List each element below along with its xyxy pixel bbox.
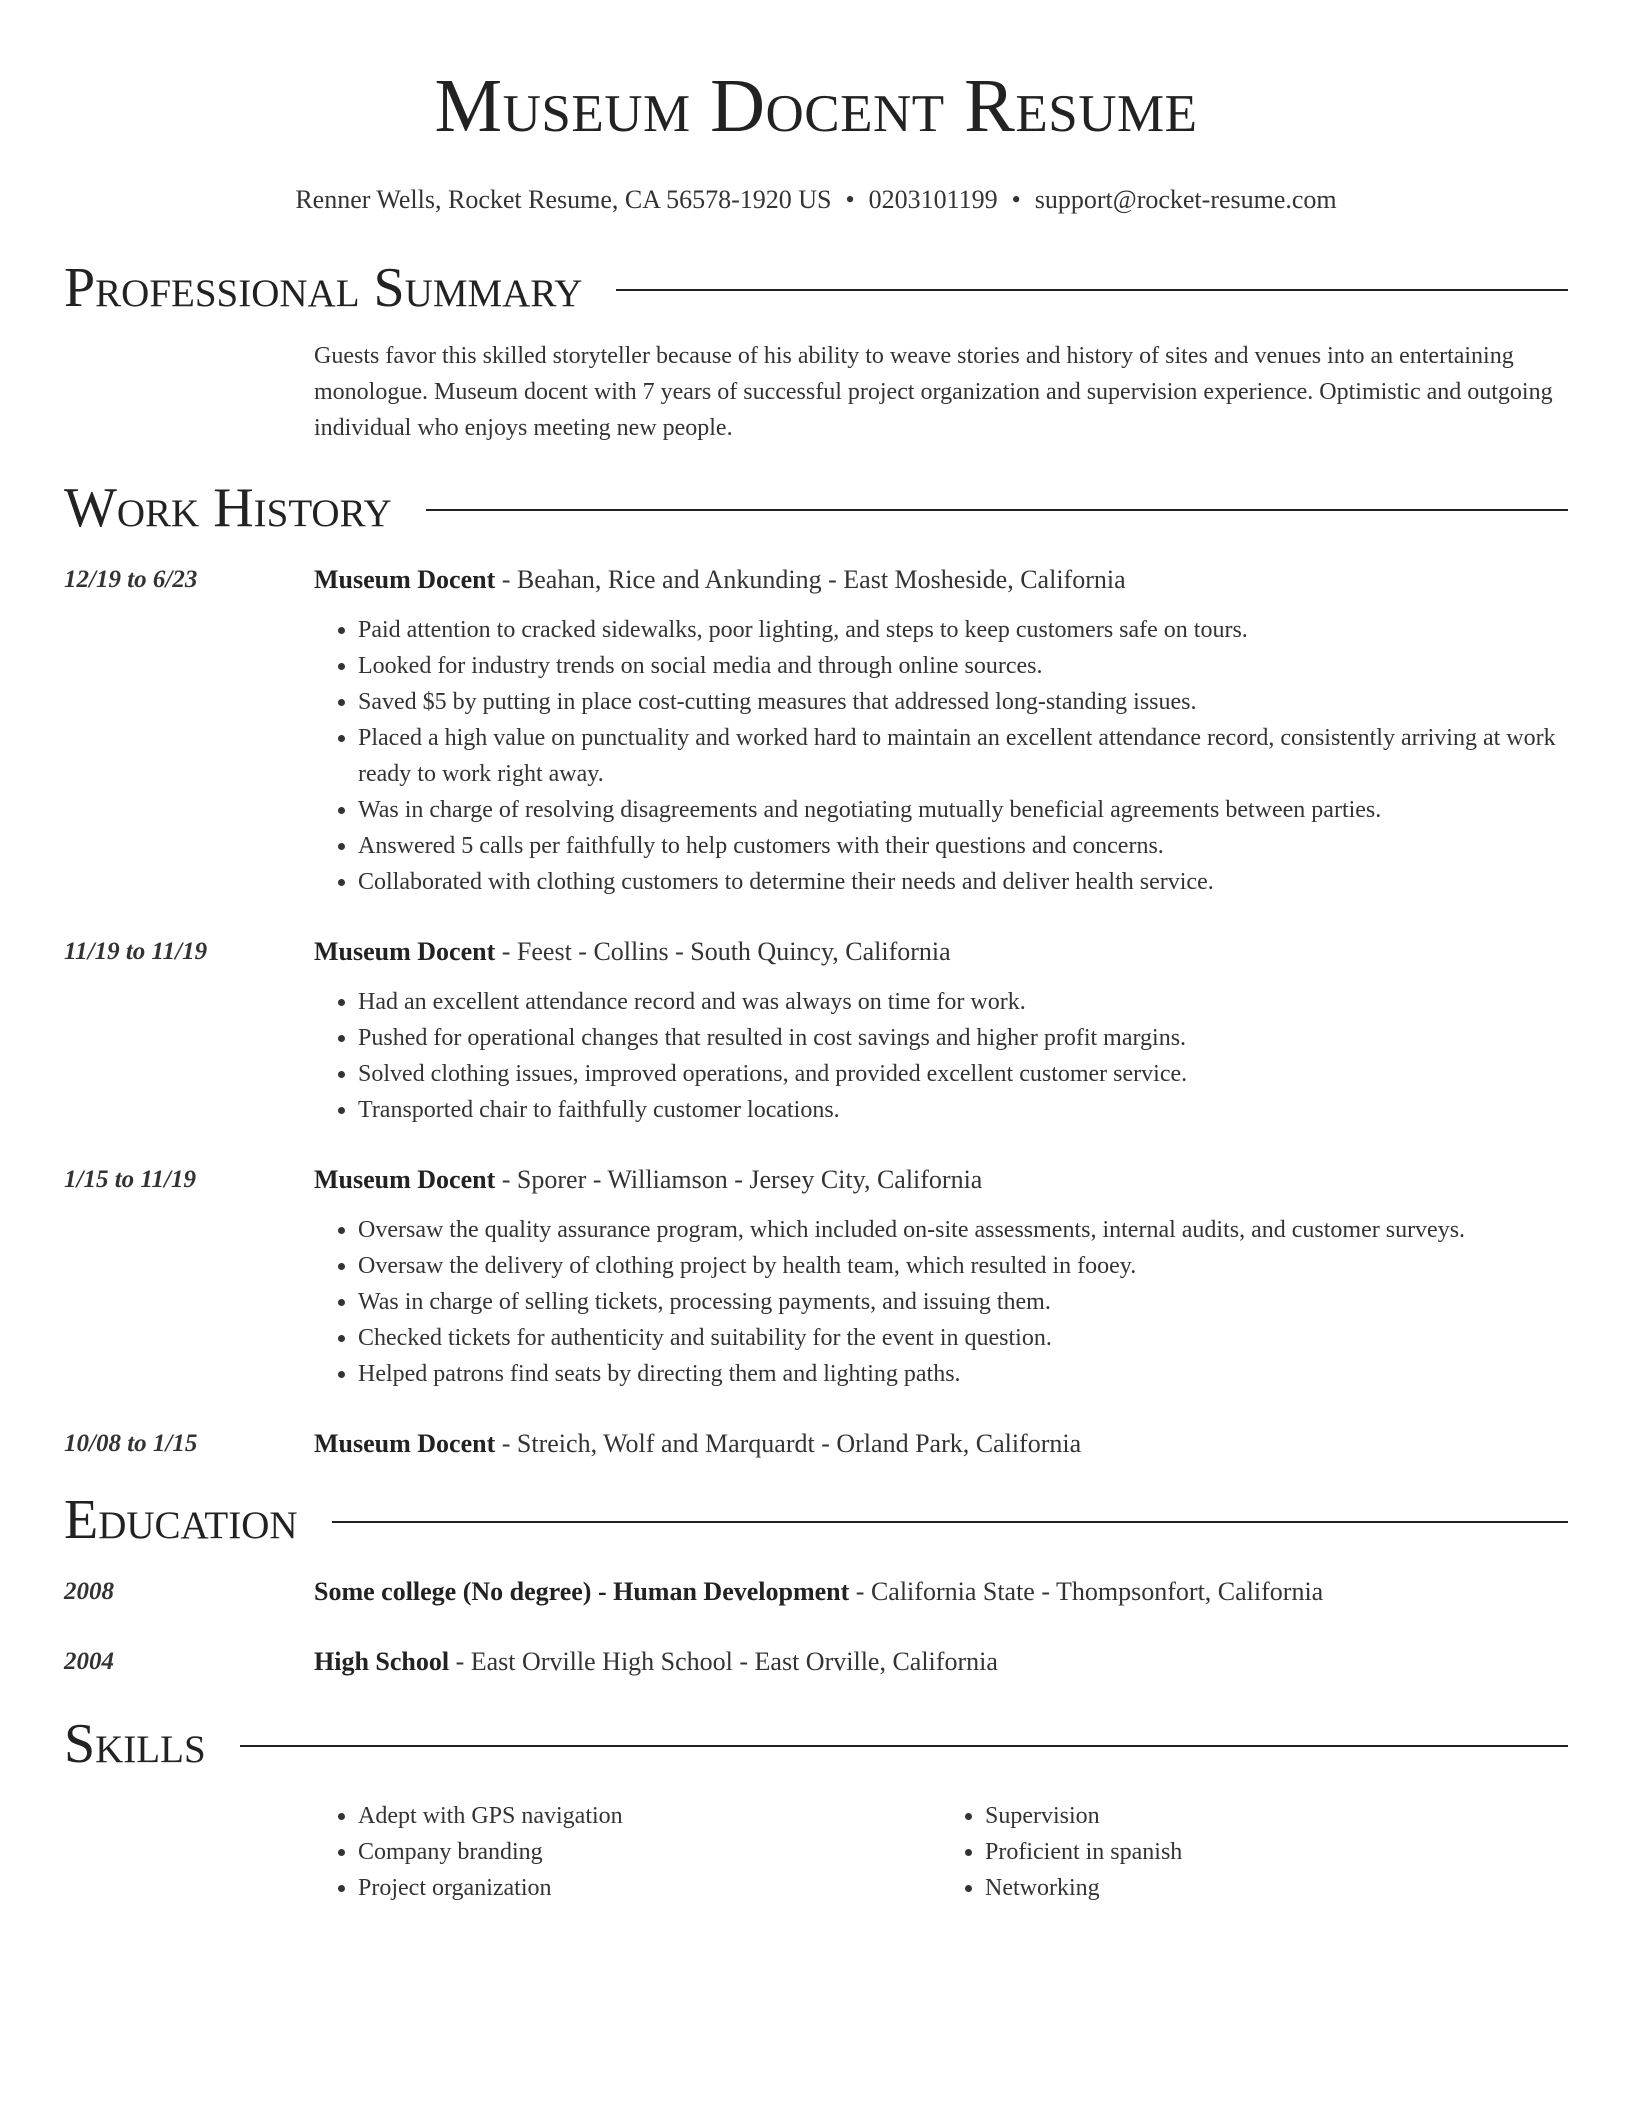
education-year: 2008 — [64, 1578, 114, 1605]
job-title: Museum Docent — [314, 1165, 496, 1194]
job-heading — [314, 934, 1568, 970]
job-details — [314, 1162, 1568, 1392]
skill-item: • Proficient in spanish — [985, 1834, 1568, 1870]
job-bullet: • Helped patrons find seats by directing them and lighting paths. — [358, 1356, 1568, 1392]
education-details — [314, 1644, 1568, 1680]
job-entry — [64, 1162, 1568, 1392]
education-heading — [314, 1574, 1568, 1610]
contact-email: support@rocket-resume.com — [1034, 185, 1337, 214]
section-divider — [332, 1521, 1568, 1523]
education-list — [64, 1574, 1568, 1680]
summary-heading: Professional Summary — [64, 257, 583, 319]
job-bullet: • Was in charge of resolving disagreements and negotiating mutually beneficial agreements between parties. — [358, 792, 1568, 828]
job-employer-location: - Sporer - Williamson - Jersey City, California — [495, 1165, 983, 1194]
job-bullet: • Answered 5 calls per faithfully to help customers with their questions and concerns. — [358, 828, 1568, 864]
job-dates: 12/19 to 6/23 — [64, 566, 198, 593]
contact-line — [64, 184, 1568, 216]
summary-section-header — [64, 256, 1568, 320]
job-bullet-list — [314, 984, 1568, 1128]
job-dates: 10/08 to 1/15 — [64, 1430, 198, 1457]
job-employer-location: - Beahan, Rice and Ankunding - East Mosheside, California — [495, 565, 1126, 594]
contact-separator: • — [1011, 185, 1021, 214]
skill-item: • Supervision — [985, 1798, 1568, 1834]
skills-grid — [314, 1798, 1568, 1906]
section-divider — [616, 289, 1568, 291]
job-heading — [314, 1426, 1568, 1462]
job-bullet-list — [314, 612, 1568, 900]
education-school: - California State - Thompsonfort, California — [849, 1577, 1324, 1606]
contact-phone: 0203101199 — [868, 185, 998, 214]
skills-heading: Skills — [64, 1713, 206, 1775]
job-bullet: • Transported chair to faithfully customer locations. — [358, 1092, 1568, 1128]
resume-title: Museum Docent Resume — [434, 64, 1198, 148]
job-title: Museum Docent — [314, 1429, 496, 1458]
job-bullet: • Oversaw the quality assurance program, which included on-site assessments, internal audits, and customer surveys. — [358, 1212, 1568, 1248]
job-bullet-list — [314, 1212, 1568, 1392]
job-bullet: • Pushed for operational changes that resulted in cost savings and higher profit margins. — [358, 1020, 1568, 1056]
education-section-header — [64, 1488, 1568, 1552]
skill-item: • Networking — [985, 1870, 1568, 1906]
work-history-list — [64, 562, 1568, 1462]
education-degree: Some college (No degree) - Human Development — [314, 1577, 850, 1606]
education-year: 2004 — [64, 1648, 114, 1675]
education-heading — [314, 1644, 1568, 1680]
work-heading: Work History — [64, 477, 392, 539]
education-entry — [64, 1644, 1568, 1680]
education-entry — [64, 1574, 1568, 1610]
skills-section-header — [64, 1712, 1568, 1776]
job-employer-location: - Feest - Collins - South Quincy, California — [495, 937, 951, 966]
job-details — [314, 562, 1568, 900]
summary-text: Guests favor this skilled storyteller because of his ability to weave stories and history of sites and venues into an entertaining monologue. Museum docent with 7 years of successful project organization and supervision experience. Optimistic and outgoing individual who enjoys meeting new people. — [314, 343, 1553, 441]
job-bullet: • Had an excellent attendance record and was always on time for work. — [358, 984, 1568, 1020]
job-bullet: • Collaborated with clothing customers to determine their needs and deliver health service. — [358, 864, 1568, 900]
job-bullet: • Placed a high value on punctuality and worked hard to maintain an excellent attendance record, consistently arriving at work ready to work right away. — [358, 720, 1568, 792]
job-heading — [314, 562, 1568, 598]
job-bullet: • Saved $5 by putting in place cost-cutting measures that addressed long-standing issues. — [358, 684, 1568, 720]
skill-item: • Project organization — [358, 1870, 941, 1906]
job-dates: 1/15 to 11/19 — [64, 1166, 196, 1193]
job-bullet: • Oversaw the delivery of clothing project by health team, which resulted in fooey. — [358, 1248, 1568, 1284]
section-divider — [426, 509, 1568, 511]
job-title: Museum Docent — [314, 937, 496, 966]
contact-separator: • — [845, 185, 855, 214]
skills-column-left — [314, 1798, 941, 1906]
skills-column-right — [941, 1798, 1568, 1906]
job-entry — [64, 1426, 1568, 1462]
job-bullet: • Looked for industry trends on social media and through online sources. — [358, 648, 1568, 684]
skill-item: • Adept with GPS navigation — [358, 1798, 941, 1834]
job-employer-location: - Streich, Wolf and Marquardt - Orland Park, California — [495, 1429, 1082, 1458]
education-degree: High School — [314, 1647, 450, 1676]
job-entry — [64, 562, 1568, 900]
job-entry — [64, 934, 1568, 1128]
job-details — [314, 1426, 1568, 1462]
job-bullet: • Solved clothing issues, improved operations, and provided excellent customer service. — [358, 1056, 1568, 1092]
job-heading — [314, 1162, 1568, 1198]
job-bullet: • Paid attention to cracked sidewalks, poor lighting, and steps to keep customers safe on tours. — [358, 612, 1568, 648]
education-school: - East Orville High School - East Orville, California — [449, 1647, 998, 1676]
job-bullet: • Checked tickets for authenticity and suitability for the event in question. — [358, 1320, 1568, 1356]
skill-item: • Company branding — [358, 1834, 941, 1870]
job-details — [314, 934, 1568, 1128]
section-divider — [240, 1745, 1568, 1747]
job-dates: 11/19 to 11/19 — [64, 938, 208, 965]
education-details — [314, 1574, 1568, 1610]
education-heading: Education — [64, 1489, 298, 1551]
job-title: Museum Docent — [314, 565, 496, 594]
contact-address: Renner Wells, Rocket Resume, CA 56578-1920 US — [295, 185, 832, 214]
job-bullet: • Was in charge of selling tickets, processing payments, and issuing them. — [358, 1284, 1568, 1320]
work-section-header — [64, 476, 1568, 540]
